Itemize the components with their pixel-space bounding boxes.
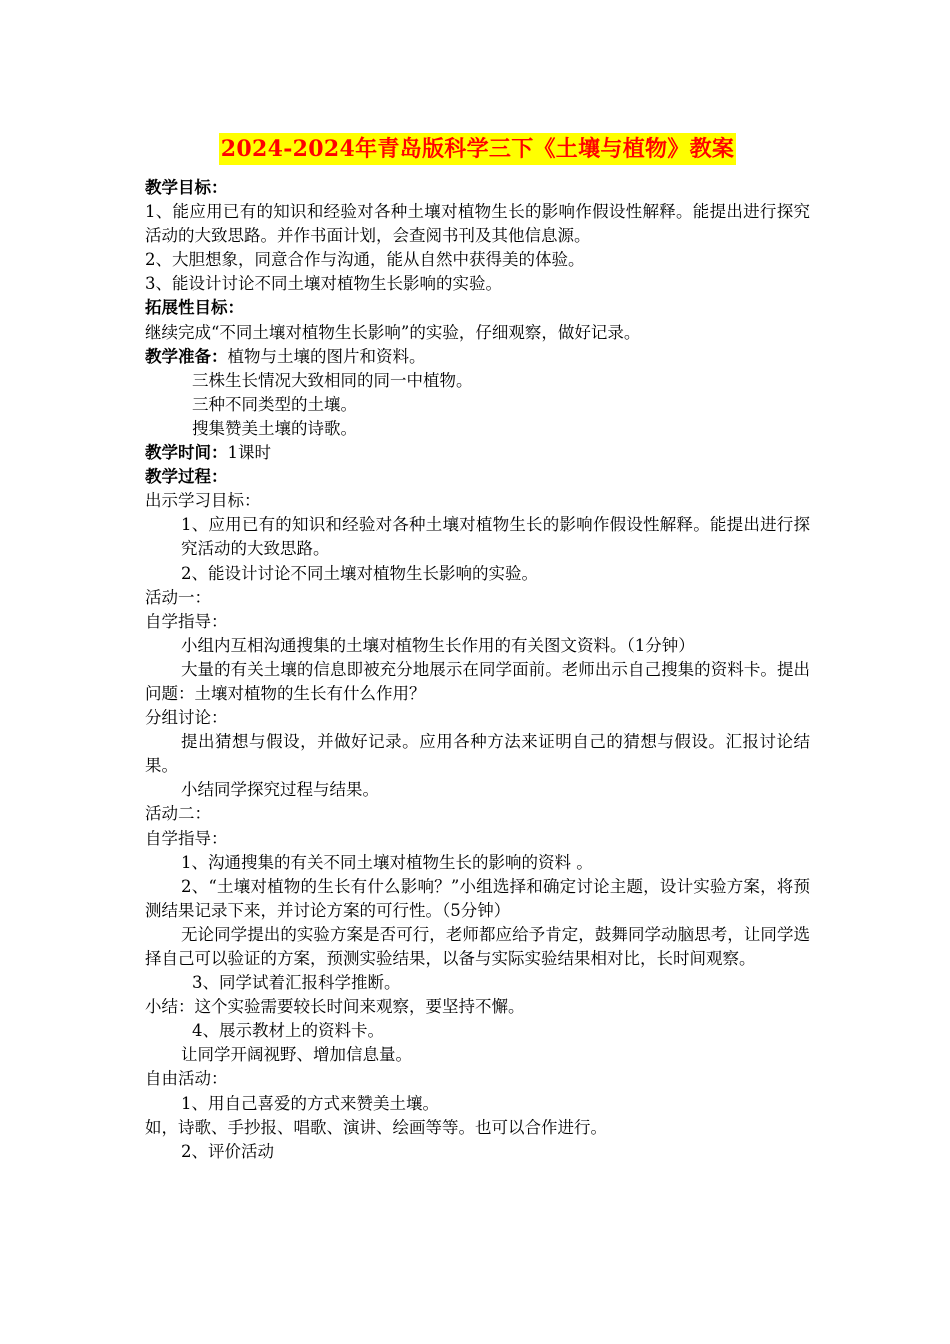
time-value: 1课时: [227, 443, 271, 463]
document-body: [145, 176, 810, 1164]
activity-1-label: 活动一：: [145, 587, 211, 607]
preparation-heading: 教学准备：: [145, 346, 228, 366]
activity-2-p4: 3、同学试着汇报科学推断。: [192, 973, 401, 993]
time-heading: 教学时间：: [145, 443, 228, 463]
activity-1-group: 分组讨论：: [145, 708, 228, 728]
activity-2-p6: 让同学开阔视野、增加信息量。: [181, 1045, 412, 1065]
activity-2-self-study: 自学指导：: [145, 828, 228, 848]
activity-2-p2: 2、“土壤对植物的生长有什么影响？”小组选择和确定讨论主题，设计实验方案，将预测结果记录下来，并讨论方案的可行性。（5分钟）: [145, 876, 810, 920]
goal-1: [145, 513, 810, 561]
preparation-line: [145, 345, 810, 369]
activity-2-p5: 4、展示教材上的资料卡。: [192, 1021, 384, 1041]
activity-2-summary: 小结：这个实验需要较长时间来观察，要坚持不懈。: [145, 997, 525, 1017]
preparation-first: 植物与土壤的图片和资料。: [227, 346, 426, 366]
preparation-item: 搜集赞美土壤的诗歌。: [192, 418, 357, 438]
title-container: [145, 133, 810, 165]
activity-1-p3: 提出猜想与假设，并做好记录。应用各种方法来证明自己的猜想与假设。汇报讨论结果。: [145, 732, 810, 776]
activity-1-self-study: 自学指导：: [145, 611, 228, 631]
show-goals: 出示学习目标：: [145, 491, 261, 511]
objective-item-3: 3、能设计讨论不同土壤对植物生长影响的实验。: [145, 274, 502, 294]
document-title: 2024-2024年青岛版科学三下《土壤与植物》教案: [219, 133, 736, 165]
free-activity-label: 自由活动：: [145, 1069, 228, 1089]
preparation-item: 三种不同类型的土壤。: [192, 394, 357, 414]
goal-2: 2、能设计讨论不同土壤对植物生长影响的实验。: [181, 563, 538, 583]
time-line: [145, 441, 810, 465]
activity-1-p2: 大量的有关土壤的信息即被充分地展示在同学面前。老师出示自己搜集的资料卡。提出问题：土壤对植物的生长有什么作用？: [145, 659, 810, 703]
process-heading: 教学过程：: [145, 467, 228, 487]
objective-item-2: 2、大胆想象，同意合作与沟通，能从自然中获得美的体验。: [145, 250, 585, 270]
objective-item-1: 1、能应用已有的知识和经验对各种土壤对植物生长的影响作假设性解释。能提出进行探究活动的大致思路。并作书面计划，会查阅书刊及其他信息源。: [145, 202, 810, 246]
activity-1-p4: 小结同学探究过程与结果。: [181, 780, 379, 800]
extended-heading: 拓展性目标：: [145, 298, 244, 318]
goal-1-text: 1、应用已有的知识和经验对各种土壤对植物生长的影响作假设性解释。能提出进行探究活动的大致思路。: [181, 515, 810, 559]
activity-1-p1: 小组内互相沟通搜集的土壤对植物生长作用的有关图文资料。（1分钟）: [181, 635, 695, 655]
activity-2-p3: 无论同学提出的实验方案是否可行，老师都应给予肯定，鼓舞同学动脑思考，让同学选择自己可以验证的方案，预测实验结果，以备与实际实验结果相对比，长时间观察。: [145, 924, 810, 968]
free-activity-p3: 2、评价活动: [181, 1141, 274, 1161]
free-activity-p1: 1、用自己喜爱的方式来赞美土壤。: [181, 1093, 439, 1113]
objectives-heading: 教学目标：: [145, 178, 228, 197]
extended-text: 继续完成“不同土壤对植物生长影响”的实验，仔细观察，做好记录。: [145, 322, 641, 342]
free-activity-p2: 如，诗歌、手抄报、唱歌、演讲、绘画等等。也可以合作进行。: [145, 1117, 607, 1137]
activity-2-label: 活动二：: [145, 804, 211, 824]
preparation-item: 三株生长情况大致相同的同一中植物。: [192, 370, 473, 390]
activity-2-p1: 1、沟通搜集的有关不同土壤对植物生长的影响的资料 。: [181, 852, 593, 872]
